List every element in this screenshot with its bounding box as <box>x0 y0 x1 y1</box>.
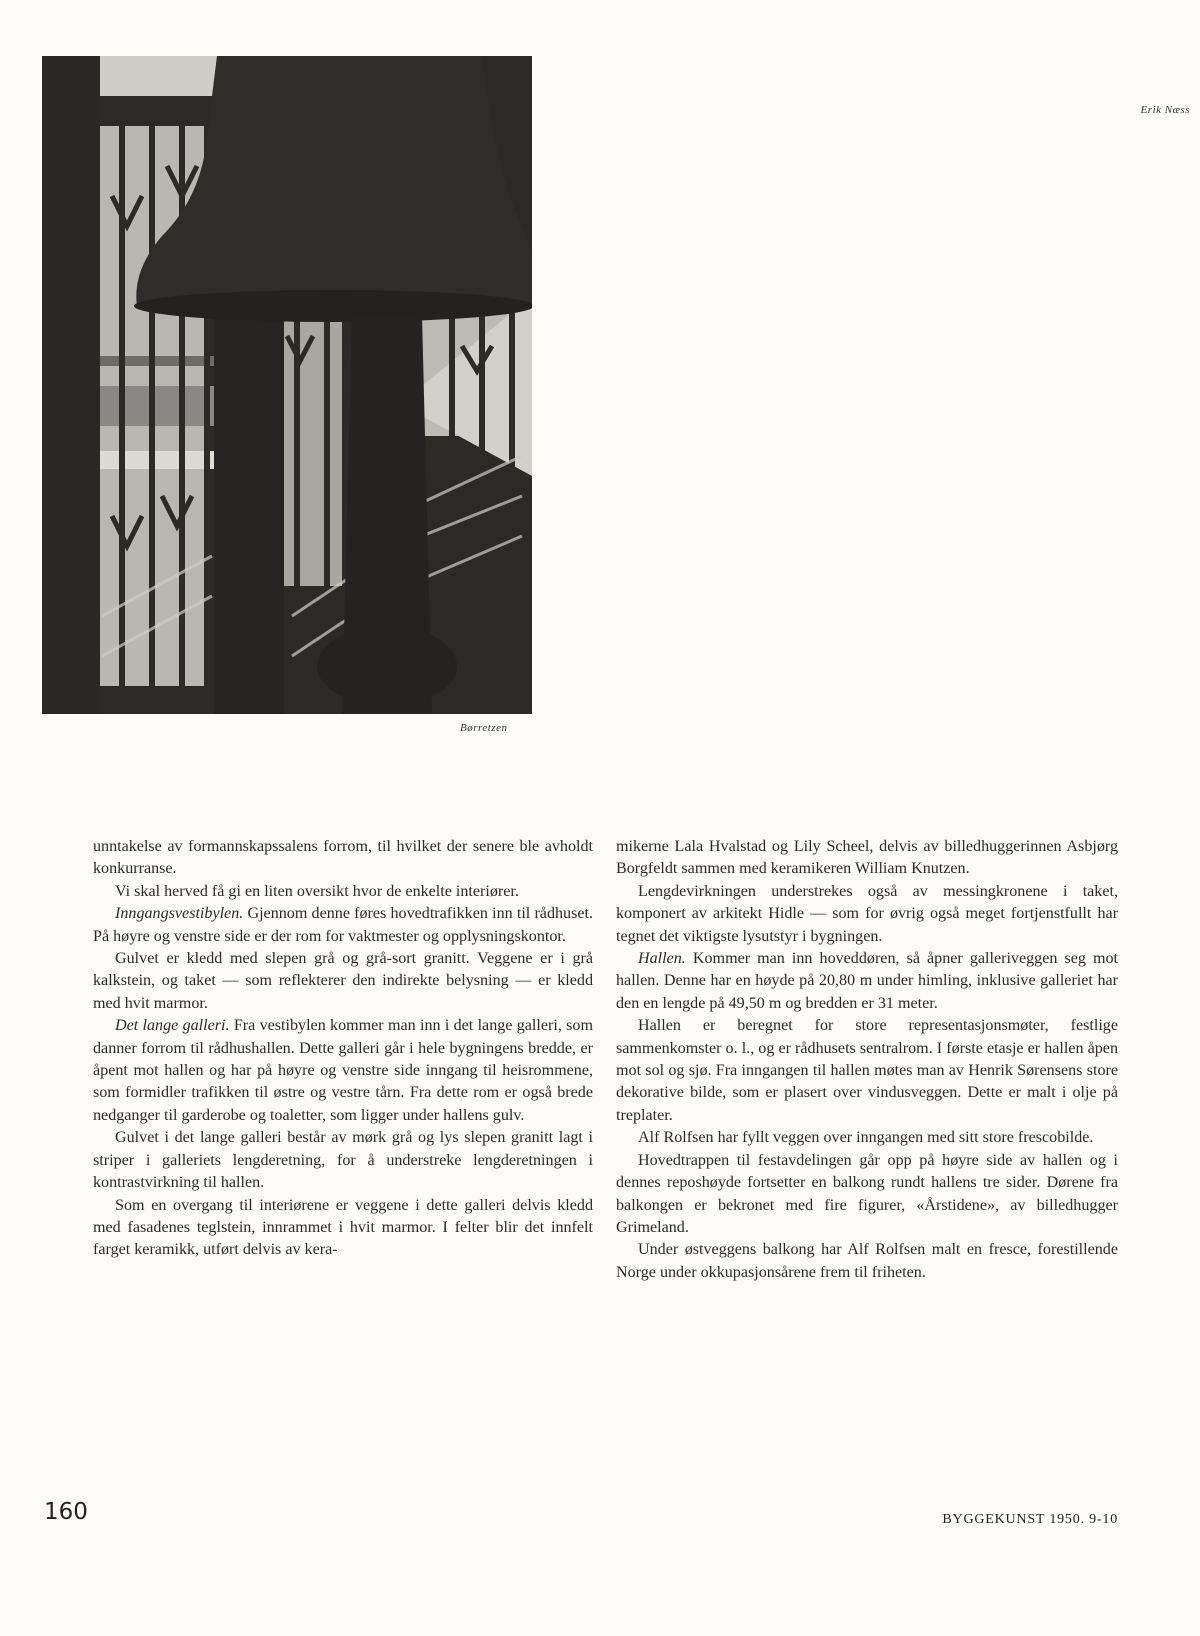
bell-tower-illustration <box>42 56 532 714</box>
photographer-credit-top: Erik Næss <box>1140 104 1190 116</box>
section-heading: Hallen. <box>638 950 686 968</box>
text-column-left <box>93 836 593 1262</box>
paragraph: Hovedtrappen til festavdelingen går opp på høyre side av hallen og i dennes reposhøyde fortsetter en balkong rundt hallens tre sider. Dørene fra balkongen er bekronet med fire figurer, «Årstidene», av billedhugger Grimeland. <box>616 1151 1118 1236</box>
paragraph: unntakelse av formannskapssalens forrom, til hvilket der senere ble avholdt konkurranse. <box>93 838 593 878</box>
paragraph: Gulvet er kledd med slepen grå og grå-sort granitt. Veggene er i grå kalkstein, og taket — som reflekterer den indirekte belysning — er kledd med hvit marmor. <box>93 950 593 1012</box>
paragraph: Under østveggens balkong har Alf Rolfsen malt en fresce, forestillende Norge under okkupasjonsårene frem til friheten. <box>616 1241 1118 1281</box>
page-number: 160 <box>44 1499 88 1525</box>
paragraph: mikerne Lala Hvalstad og Lily Scheel, delvis av billedhuggerinnen Asbjørg Borgfeldt sammen med keramikeren William Knutzen. <box>616 838 1118 878</box>
paragraph: Alf Rolfsen har fyllt veggen over inngangen med sitt store frescobilde. <box>638 1129 1094 1147</box>
paragraph: Som en overgang til interiørene er veggene i dette galleri delvis kledd med fasadenes teglstein, innrammet i hvit marmor. I felter blir det innfelt farget keramikk, utført delvis av kera- <box>93 1196 593 1259</box>
paragraph: Vi skal herved få gi en liten oversikt hvor de enkelte interiører. <box>115 882 519 900</box>
section-heading: Inngangsvestibylen. <box>115 905 244 923</box>
section-heading: Det lange galleri. <box>115 1017 230 1035</box>
photo-credit: Børretzen <box>460 722 508 734</box>
paragraph: Hallen er beregnet for store representasjonsmøter, festlige sammenkomster o. l., og er rådhusets sentralrom. I første etasje er hallen åpen mot sol og sjø. Fra inngangen til hallen møtes man av Henrik Sørensens store dekorative bilde, som er plasert over vindusveggen. Dette er malt i olje på treplater. <box>616 1017 1118 1124</box>
journal-issue: BYGGEKUNST 1950. 9-10 <box>942 1512 1118 1527</box>
bell-tower-photo <box>42 56 532 714</box>
paragraph-long-gallery: Det lange galleri. Fra vestibylen kommer man inn i det lange galleri, som danner forrom til rådhushallen. Dette galleri går i hele bygningens bredde, er åpent mot hallen og har på høyre og venstre side inngang til heisrommene, som formidler trafikken til østre og vestre tårn. Fra dette rom er også brede nedganger til garderobe og toaletter, som ligger under hallens gulv. <box>93 1017 593 1124</box>
paragraph: Gulvet i det lange galleri består av mørk grå og lys slepen granitt lagt i striper i galleriets lengderetning, for å understreke lengderetningen i kontrastvirkning til hallen. <box>93 1129 593 1192</box>
paragraph-hall: Hallen. Kommer man inn hoveddøren, så åpner galleriveggen seg mot hallen. Denne har en høyde på 20,80 m under himling, inklusive galleriet har den en lengde på 49,50 m og bredden er 31 meter. <box>616 950 1118 1012</box>
text-column-right <box>616 836 1118 1284</box>
paragraph: Lengdevirkningen understrekes også av messingkronene i taket, komponert av arkitekt Hidle — som for øvrig også meget fortjenstfullt har tegnet det viktigste lysutstyr i bygningen. <box>616 882 1118 945</box>
paragraph-entrance-vestibule: Inngangsvestibylen. Gjennom denne føres hovedtrafikken inn til rådhuset. På høyre og venstre side er der rom for vaktmester og opplysningskontor. <box>93 905 593 945</box>
